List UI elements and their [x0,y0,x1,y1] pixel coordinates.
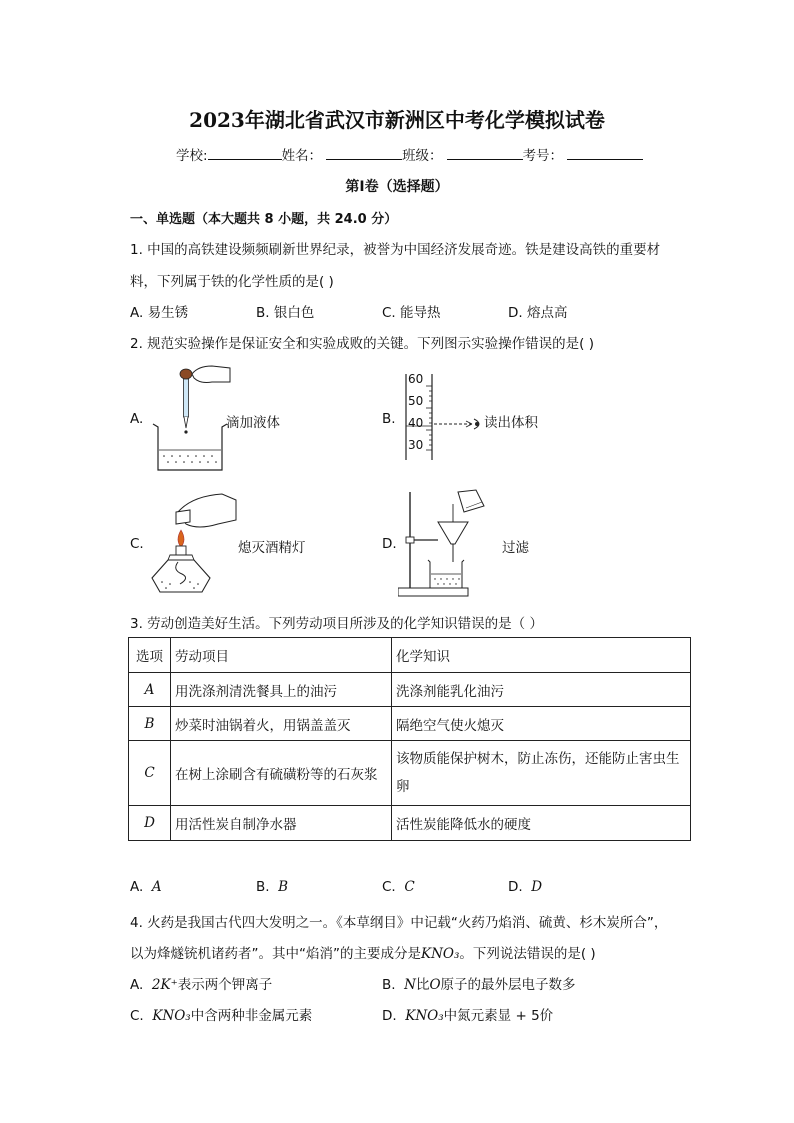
q4-option-math: KNO₃ [405,1008,444,1024]
row-item: 用活性炭自制净水器 [171,806,392,841]
class-label: 班级： [402,148,443,164]
section-title: 第Ⅰ卷（选择题） [345,179,449,195]
q4-stem-line1: 4. 火药是我国古代四大发明之一。《本草纲目》中记载“火药乃焰消、硫黄、杉木炭所合”， [130,915,668,931]
q4-option-letter: A. [130,977,144,993]
q3-option-d[interactable] [508,879,542,895]
q4-option-text: 比 [415,977,430,993]
q2-option-c-label: 熄灭酒精灯 [238,540,306,556]
q4-option-text: 中氮元素显 + 5价 [443,1008,554,1024]
row-item: 炒菜时油锅着火，用锅盖盖灭 [171,707,392,741]
q4-option-math2: O [429,977,441,993]
q4-stem-tail: 。下列说法错误的是( ) [459,946,596,962]
alcohol-lamp-figure [148,490,238,598]
row-knowledge: 隔绝空气使火熄灭 [392,707,691,741]
q2-option-d-label: 过滤 [502,540,529,556]
q2-stem: 2. 规范实验操作是保证安全和实验成败的关键。下列图示实验操作错误的是( ) [130,336,594,352]
dropper-beaker-figure [150,362,232,474]
q4-option-text: 表示两个钾离子 [177,977,273,993]
row-key: D [129,806,171,841]
header-option: 选项 [129,638,171,673]
q3-option-letter: C. [382,879,396,895]
row-key: C [129,741,171,806]
school-label: 学校: [176,148,208,164]
header-knowledge: 化学知识 [392,638,691,673]
row-key: A [129,673,171,707]
tick-label-30: 30 [408,438,424,452]
q4-option-letter: C. [130,1008,144,1024]
table-row [129,806,691,841]
student-info-line [176,144,643,164]
row-item: 用洗涤剂清洗餐具上的油污 [171,673,392,707]
q4-stem-line2 [130,942,596,962]
q3-stem: 3. 劳动创造美好生活。下列劳动项目所涉及的化学知识错误的是（ ） [130,616,543,632]
page-title: 2023年湖北省武汉市新洲区中考化学模拟试卷 [189,108,605,132]
exam-no-label: 考号： [522,148,564,164]
q4-stem-text: 以为烽燧铳机诸药者”。其中“焰消”的主要成分是 [130,946,421,962]
q4-option-text: 中含两种非金属元素 [190,1008,313,1024]
table-header-row [129,638,691,673]
q3-option-value: B [278,879,289,895]
q4-option-math: N [404,977,416,993]
q2-option-d-letter[interactable]: D. [382,536,397,552]
q4-formula: KNO₃ [420,946,460,962]
q1-option-b[interactable]: B. 银白色 [256,305,315,321]
name-blank[interactable] [326,145,402,160]
q3-option-value: C [404,879,415,895]
row-key: B [129,707,171,741]
q4-option-a[interactable] [130,973,272,993]
q4-option-letter: B. [382,977,396,993]
q4-option-math: KNO₃ [152,1008,191,1024]
row-knowledge: 活性炭能降低水的硬度 [392,806,691,841]
q3-option-letter: A. [130,879,144,895]
q3-option-a[interactable] [130,879,162,895]
filtration-figure [398,488,502,598]
q1-option-a[interactable]: A. 易生锈 [130,305,189,321]
school-blank[interactable] [208,145,282,160]
q2-option-a-letter[interactable]: A. [130,411,144,427]
q3-option-c[interactable] [382,879,415,895]
tick-label-40: 40 [408,416,424,430]
table-row [129,673,691,707]
exam-no-blank[interactable] [567,145,643,160]
q4-option-math: 2K⁺ [151,977,178,993]
table-row [129,707,691,741]
q1-option-c[interactable]: C. 能导热 [382,305,441,321]
row-item: 在树上涂刷含有硫磺粉等的石灰浆 [171,741,392,806]
tick-label-50: 50 [408,394,424,408]
q2-option-b-letter[interactable]: B. [382,411,396,427]
q1-option-d[interactable]: D. 熔点高 [508,305,568,321]
q3-option-letter: B. [256,879,270,895]
q1-stem-line2: 料，下列属于铁的化学性质的是( ) [130,274,334,290]
q1-stem-line1: 1. 中国的高铁建设频频刷新世界纪录，被誉为中国经济发展奇迹。铁是建设高铁的重要材 [130,242,661,258]
tick-label-60: 60 [408,372,424,386]
q4-option-letter: D. [382,1008,397,1024]
header-labor-item: 劳动项目 [171,638,392,673]
q3-table [128,637,691,841]
q4-option-d[interactable] [382,1004,553,1024]
class-blank[interactable] [447,145,523,160]
q2-option-a-label: 滴加液体 [226,415,280,431]
q4-option-c[interactable] [130,1004,312,1024]
q3-option-value: A [151,879,162,895]
q3-option-b[interactable] [256,879,288,895]
name-label: 姓名： [281,148,323,164]
row-knowledge: 该物质能保护树木，防止冻伤，还能防止害虫生卵 [392,741,691,806]
q3-option-value: D [531,879,543,895]
q4-option-text2: 原子的最外层电子数多 [440,977,576,993]
row-knowledge: 洗涤剂能乳化油污 [392,673,691,707]
question-group-heading: 一、单选题（本大题共 8 小题，共 24.0 分） [130,212,398,227]
q3-option-letter: D. [508,879,523,895]
q2-option-b-label: 读出体积 [484,415,538,431]
q2-option-c-letter[interactable]: C. [130,536,144,552]
q4-option-b[interactable] [382,973,576,993]
table-row [129,741,691,806]
